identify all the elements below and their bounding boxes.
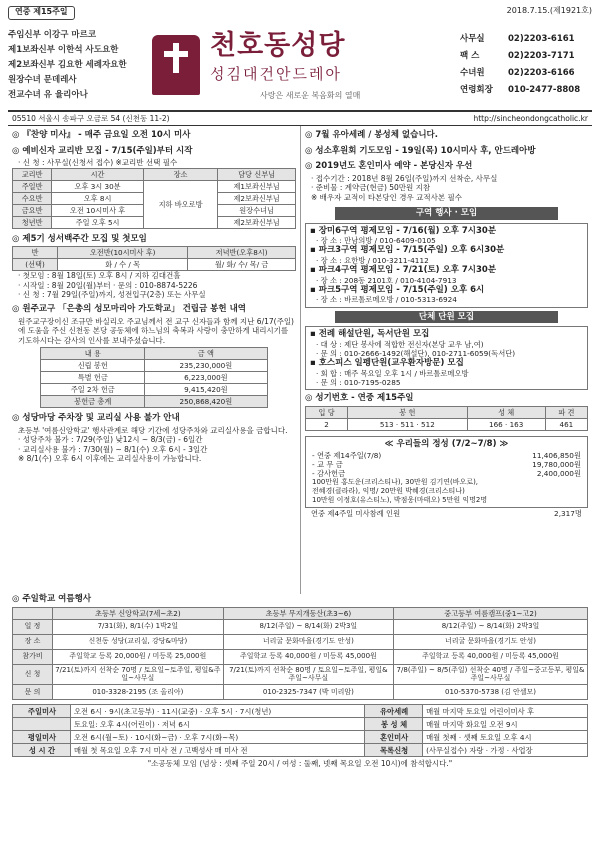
address: 05510 서울시 송파구 오금로 54 (신천동 11-2) <box>12 114 170 123</box>
event-title: ▪ 장미6구역 평제모임 - 7/16(월) 오후 7시30분 <box>310 225 497 236</box>
table-cell: 주일학교 등록 40,000원 / 미등록 45,000원 <box>394 649 588 664</box>
schedule-key <box>13 718 71 731</box>
schedule-value: 매월 마지막 화요일 오전 9시 <box>423 718 588 731</box>
section-line: · 교리실사용 불가 : 7/30(월) ~ 8/1(수) 오후 6시 - 3일간 <box>18 444 208 454</box>
recruit-detail: · 문 의 : 010-7195-0285 <box>316 377 401 387</box>
contact-row <box>460 82 592 99</box>
section-line: · 시작일 : 8월 20일(월)부터 · 문의 : 010-8874-5226 <box>18 280 198 290</box>
table-cell: 7/21(토)까지 선착순 70명 / 토요일~토주일, 평일&주일~사무실 <box>53 664 224 685</box>
table-header-row <box>41 348 267 360</box>
staff-item: 제1보좌신부 이한석 사도요한 <box>8 44 119 55</box>
place-cell: 지하 바오로방 <box>143 180 217 228</box>
catechumen-section <box>12 146 296 229</box>
section-title: ◎ 주일학교 여름행사 <box>12 594 92 604</box>
section-title: ◎ 『찬양 미사』 - 매주 금요일 오전 10시 미사 <box>12 130 191 140</box>
table-header: 내 용 <box>41 348 145 360</box>
table-header <box>13 607 53 619</box>
table-header: 저녁반(오후8시) <box>188 247 296 259</box>
offering-label: - 연중 제14주일(7/8) <box>312 451 382 461</box>
table-header: 담당 신부님 <box>218 168 296 180</box>
staff-item: 주임신부 이강구 마르코 <box>8 29 97 40</box>
table-header: 시간 <box>52 168 144 180</box>
table-header: 금 액 <box>145 348 267 360</box>
catechumen-table <box>12 168 296 229</box>
contact-value: 02)2203-6166 <box>508 68 575 78</box>
event-detail: · 장 소 : 208동 2101호 / 010-4104-7913 <box>316 275 457 285</box>
praise-mass-notice <box>12 130 296 141</box>
recruit-title: ▪ 호스피스 일펭단원(교우환자방문) 모집 <box>310 358 464 369</box>
schedule-value: 오전 6시(월~토) · 10시(화~금) · 오후 7시(화~목) <box>71 731 365 744</box>
table-cell: 7/8(주일) ~ 8/5(주일) 선착순 40명 / 주일~중고등부, 평일&주일~사무실 <box>394 664 588 685</box>
address-bar <box>8 112 592 126</box>
table-cell: 6,223,000원 <box>145 372 267 384</box>
hymn-numbers-section <box>305 393 588 431</box>
church-cross-logo-icon <box>152 35 200 95</box>
table-row <box>13 685 588 700</box>
schedule-key: 성 시 간 <box>13 744 71 757</box>
schedule-key: 목록신청 <box>365 744 423 757</box>
table-cell: 010-5370-5738 (김 안셀모) <box>394 685 588 700</box>
offering-row <box>312 451 581 460</box>
table-header-row <box>13 168 296 180</box>
table-cell: 신천동 성당(교리실, 강당&마당) <box>53 634 224 649</box>
offerings-title: ≪ 우리들의 정성 (7/2~7/8) ≫ <box>384 438 509 449</box>
table-cell: 너리굴 문화마을(경기도 안성) <box>223 634 393 649</box>
contact-row <box>460 31 592 48</box>
section-note: ※ 8/1(수) 오후 6시 이후에는 교리실사용이 가능합니다. <box>18 453 202 463</box>
schedule-key: 봉 성 체 <box>365 718 423 731</box>
right-column <box>300 126 592 594</box>
table-cell: 봉헌금 총계 <box>41 396 145 408</box>
bible-study-section <box>12 234 296 300</box>
table-cell: 제1보좌신부님 <box>218 180 296 192</box>
table-header: 초등부 무지개동산(초3~6) <box>223 607 393 619</box>
table-cell: 주일반 <box>13 180 52 192</box>
table-row <box>13 259 296 271</box>
offering-amount: 11,406,850원 <box>532 451 581 461</box>
table-cell: 461 <box>545 418 587 430</box>
two-columns <box>8 126 592 594</box>
table-cell: 513 · 511 · 512 <box>348 418 467 430</box>
schedule-key: 혼인미사 <box>365 731 423 744</box>
table-header: 중고등부 여름캠프(중1~고2) <box>394 607 588 619</box>
event-title: ▪ 파크4구역 평제모임 - 7/21(토) 오후 7시30분 <box>310 265 497 276</box>
table-cell: 월/ 화/ 수/ 목/ 금 <box>188 259 296 271</box>
offering-row <box>312 460 581 469</box>
recruit-detail: · 회 합 : 매주 목요일 오후 1시 / 바르톨로메오방 <box>316 368 469 378</box>
table-cell: 특별 헌금 <box>41 372 145 384</box>
event-title: ▪ 파크5구역 평제모임 - 7/15(주일) 오후 6시 <box>310 284 485 295</box>
section-title: ◎ 7월 유아세례 / 봉성체 없습니다. <box>305 130 438 140</box>
section-line: · 첫모임 : 8월 18일(토) 오후 8시 / 지하 김대건홀 <box>18 271 181 281</box>
parish-subtitle: 성김대건안드레아 <box>210 64 342 83</box>
table-row <box>41 396 267 408</box>
offering-label: - 감사헌금 <box>312 469 346 479</box>
recruitment-box <box>305 326 588 390</box>
offering-label: - 교 무 금 <box>312 460 343 470</box>
contact-label: 수녀원 <box>460 68 485 78</box>
table-cell: 청년반 <box>13 216 52 228</box>
table-header-row <box>306 406 588 418</box>
table-cell: 오후 3시 30분 <box>52 180 144 192</box>
table-cell: 주일학교 등록 20,000원 / 미등록 25,000원 <box>53 649 224 664</box>
issue-date: 2018.7.15.(제1921호) <box>506 6 592 15</box>
contact-value: 02)2203-6161 <box>508 34 575 44</box>
table-header: 반 <box>13 247 58 259</box>
attendance-label: 연중 제4주일 미사참례 인원 <box>311 508 401 518</box>
district-events-box <box>305 223 588 308</box>
table-row <box>13 619 588 634</box>
event-detail: · 장 소 : 만남의방 / 010-6409-0105 <box>316 236 436 246</box>
attendance-count: 2,317명 <box>554 508 582 518</box>
staff-item: 전교수녀 유 율리아나 <box>8 89 88 100</box>
table-cell: 주일 오후 5시 <box>52 216 144 228</box>
recruit-detail: · 대 상 : 제단 봉사에 적합한 전신자(본당 교우 남,여) <box>316 339 484 349</box>
row-header: 장 소 <box>13 634 53 649</box>
offering-donors: 전혜경(클라라), 익명/ 20만원 박혜경(크리스티나) <box>312 487 465 496</box>
section-title: ◎ 예비신자 교리반 모집 - 7/15(주일)부터 시작 <box>12 145 193 156</box>
mass-schedule-table <box>12 704 588 757</box>
table-header: 초등부 신앙학교(7세~초2) <box>53 607 224 619</box>
section-title: ◎ 원주교구 「은총의 성모마리아 가도학교」 건립금 봉헌 내역 <box>12 304 246 315</box>
table-header: 교리반 <box>13 168 52 180</box>
summer-events-table <box>12 607 588 701</box>
wedding-mass-section <box>305 161 588 202</box>
schedule-value: 오전 6시 · 9시(초고등부) · 11시(교중) · 오후 5시 · 7시(청년) <box>71 705 365 718</box>
row-header: 참가비 <box>13 649 53 664</box>
section-title: ◎ 성당마당 주차장 및 교리실 사용 불가 안내 <box>12 413 180 424</box>
table-cell: 010-2325-7347 (박 미리암) <box>223 685 393 700</box>
event-title: ▪ 파크3구역 평제모임 - 7/15(주일) 오후 6시30분 <box>310 245 505 256</box>
row-header: 일 정 <box>13 619 53 634</box>
section-note: ※ 배우자 교적이 타본당인 경우 교적사본 필수 <box>311 192 462 202</box>
row-header: 문 의 <box>13 685 53 700</box>
offerings-box <box>305 436 588 508</box>
section-title: ◎ 제5기 성서백주간 모집 및 첫모임 <box>12 233 147 244</box>
table-cell: 제2보좌신부님 <box>218 216 296 228</box>
table-row <box>13 718 588 731</box>
table-cell: 250,868,420원 <box>145 396 267 408</box>
table-cell: 화 / 수 / 목 <box>58 259 188 271</box>
schedule-key: 유아세례 <box>365 705 423 718</box>
schedule-value: 매월 첫 목요일 오후 7시 미사 전 / 고백성사 매 미사 전 <box>71 744 365 757</box>
section-text: 원주교구장이신 조규만 바실리오 주교님께서 전 교구 신자들과 함께 지난 6/17(주일)에 도움을 주신 신천동 본당 공동체에 하느님의 축복과 사랑이 충만하게 내리시기를 기도하시다는 감사의 인사를 보내주셨습니다. <box>18 317 294 345</box>
table-cell: 166 · 163 <box>467 418 545 430</box>
hymn-table <box>305 406 588 431</box>
contact-label: 사무실 <box>460 34 485 44</box>
table-cell: 235,230,000원 <box>145 360 267 372</box>
website-link[interactable]: http://sincheondongcatholic.kr <box>473 114 588 123</box>
table-row <box>41 384 267 396</box>
section-title: ◎ 2019년도 혼인미사 예약 - 본당신자 우선 <box>305 161 473 172</box>
table-cell: 2 <box>306 418 348 430</box>
summer-events-section <box>8 594 592 769</box>
row-header: 신 청 <box>13 664 53 685</box>
section-line: · 신 청 : 사무실(신청서 접수) ※교리반 선택 필수 <box>18 158 178 168</box>
table-row <box>13 705 588 718</box>
parish-title <box>200 29 460 102</box>
table-header-row <box>13 247 296 259</box>
section-title: ◎ 성기번호 - 연중 제15주일 <box>305 392 414 403</box>
table-cell: 너리굴 문화마을(경기도 안성) <box>394 634 588 649</box>
table-row <box>13 634 588 649</box>
parish-motto: 사랑은 새로운 복음화의 열매 <box>260 91 361 101</box>
table-cell: 오후 8시 <box>52 192 144 204</box>
top-bar <box>8 6 592 20</box>
table-header: 성 체 <box>467 406 545 418</box>
table-row <box>13 180 296 192</box>
parking-notice-section <box>12 413 296 463</box>
schedule-value: 매월 첫째 · 셋째 토요일 오후 4시 <box>423 731 588 744</box>
contact-row <box>460 65 592 82</box>
table-cell: 원장수녀님 <box>218 204 296 216</box>
recruit-title: ▪ 전례 해설단원, 독서단원 모집 <box>310 329 430 340</box>
bible-study-table <box>12 246 296 271</box>
schedule-value: 매월 마지막 토요일 어린이미사 후 <box>423 705 588 718</box>
table-cell: 8/12(주일) ~ 8/14(화) 2박3일 <box>394 619 588 634</box>
table-header: 봉 헌 <box>348 406 467 418</box>
offering-amount: 2,400,000원 <box>536 469 581 479</box>
schedule-value: 토요일: 오후 4시(어린이) · 저녁 6시 <box>71 718 365 731</box>
table-cell: 7/31(화), 8/1(수) 1박2일 <box>53 619 224 634</box>
contact-row <box>460 48 592 65</box>
event-detail: · 장 소 : 요한방 / 010-3211-4112 <box>316 255 429 265</box>
offering-amount: 19,780,000원 <box>532 460 581 470</box>
table-header: 오전반(10시미사 후) <box>58 247 188 259</box>
offering-donors: 10만원 이정호(유스티노), 박점웅(마태오) 5만원 익명2명 <box>312 495 488 504</box>
table-cell: 010-3328-2195 (조 올리아) <box>53 685 224 700</box>
staff-list <box>8 28 148 103</box>
section-line: · 준비물 : 계약금(현금) 50만원 지참 <box>311 183 431 193</box>
table-cell: 주일학교 등록 40,000원 / 미등록 45,000원 <box>223 649 393 664</box>
table-cell: 7/21(토)까지 선착순 80명 / 토요일~토주일, 평일&주일~사무실 <box>223 664 393 685</box>
donation-section <box>12 304 296 408</box>
donation-table <box>40 347 267 408</box>
left-column <box>8 126 300 594</box>
contact-label: 연령회장 <box>460 85 493 95</box>
table-cell: (선택) <box>13 259 58 271</box>
contact-value: 02)2203-7171 <box>508 51 575 61</box>
vocation-prayer-notice <box>305 146 588 157</box>
contact-list <box>460 31 592 99</box>
schedule-key: 평일미사 <box>13 731 71 744</box>
recruit-detail: · 문 의 : 010-2666-1492(해설단), 010-2711-6059(독서단) <box>316 348 516 358</box>
table-header: 파 견 <box>545 406 587 418</box>
table-row <box>306 418 588 430</box>
table-row <box>41 360 267 372</box>
table-header: 장소 <box>143 168 217 180</box>
offering-donors: 100만원 홍도운(크리스티나), 30만원 김기연(바오로), <box>312 478 479 487</box>
recruitment-banner: 단체 단원 모집 <box>335 311 558 324</box>
section-line: · 접수기간 : 2018년 8월 26일(주일)까지 선착순, 사무실 <box>311 173 498 183</box>
section-line: · 성당주차 불가 : 7/29(주일) 낮12시 ~ 8/3(금) - 6일간 <box>18 435 203 445</box>
table-row <box>13 744 588 757</box>
table-cell: 주일 2차 헌금 <box>41 384 145 396</box>
baptism-notice <box>305 130 588 141</box>
contact-value: 010-2477-8808 <box>508 85 581 95</box>
footer-note: "소공동체 모임 (넘상 : 셋째 주일 20시 / 여성 : 둘째, 넷째 목요일 오전 10시)에 참석합시다." <box>147 759 453 769</box>
table-row <box>13 649 588 664</box>
parish-name: 천호동성당 <box>210 29 346 61</box>
section-text: 초등부 '여름신앙학교' 행사관계로 해당 기간에 성당주차와 교리실사용을 금합니다. <box>18 425 288 435</box>
table-header: 입 당 <box>306 406 348 418</box>
table-row <box>13 731 588 744</box>
table-cell: 오전 10시미사 후 <box>52 204 144 216</box>
table-header-row <box>13 607 588 619</box>
table-row <box>13 664 588 685</box>
section-line: · 신 청 : 7월 29일(주일)까지, 성전입구(2층) 또는 사무실 <box>18 290 206 299</box>
table-cell: 신립 봉헌 <box>41 360 145 372</box>
table-row <box>41 372 267 384</box>
staff-item: 제2보좌신부 김요한 세례자요한 <box>8 59 127 70</box>
masthead <box>8 20 592 112</box>
table-cell: 8/12(주일) ~ 8/14(화) 2박3일 <box>223 619 393 634</box>
table-cell: 제2보좌신부님 <box>218 192 296 204</box>
contact-label: 팩 스 <box>460 51 480 61</box>
table-cell: 9,415,420원 <box>145 384 267 396</box>
staff-item: 원장수녀 문데레사 <box>8 74 77 85</box>
schedule-key: 주일미사 <box>13 705 71 718</box>
district-events-banner: 구역 행사 · 모임 <box>335 207 558 220</box>
section-title: ◎ 성소후원회 기도모임 - 19일(목) 10시미사 후, 안드레아방 <box>305 145 536 156</box>
attendance-row <box>305 508 588 519</box>
schedule-value: (사무실접수) 자랑 · 가정 · 사업장 <box>423 744 588 757</box>
event-detail: · 장 소 : 바르톨로메오방 / 010-5313-6924 <box>316 295 457 305</box>
table-cell: 수요반 <box>13 192 52 204</box>
week-label: 연중 제15주일 <box>8 6 75 20</box>
table-cell: 금요반 <box>13 204 52 216</box>
